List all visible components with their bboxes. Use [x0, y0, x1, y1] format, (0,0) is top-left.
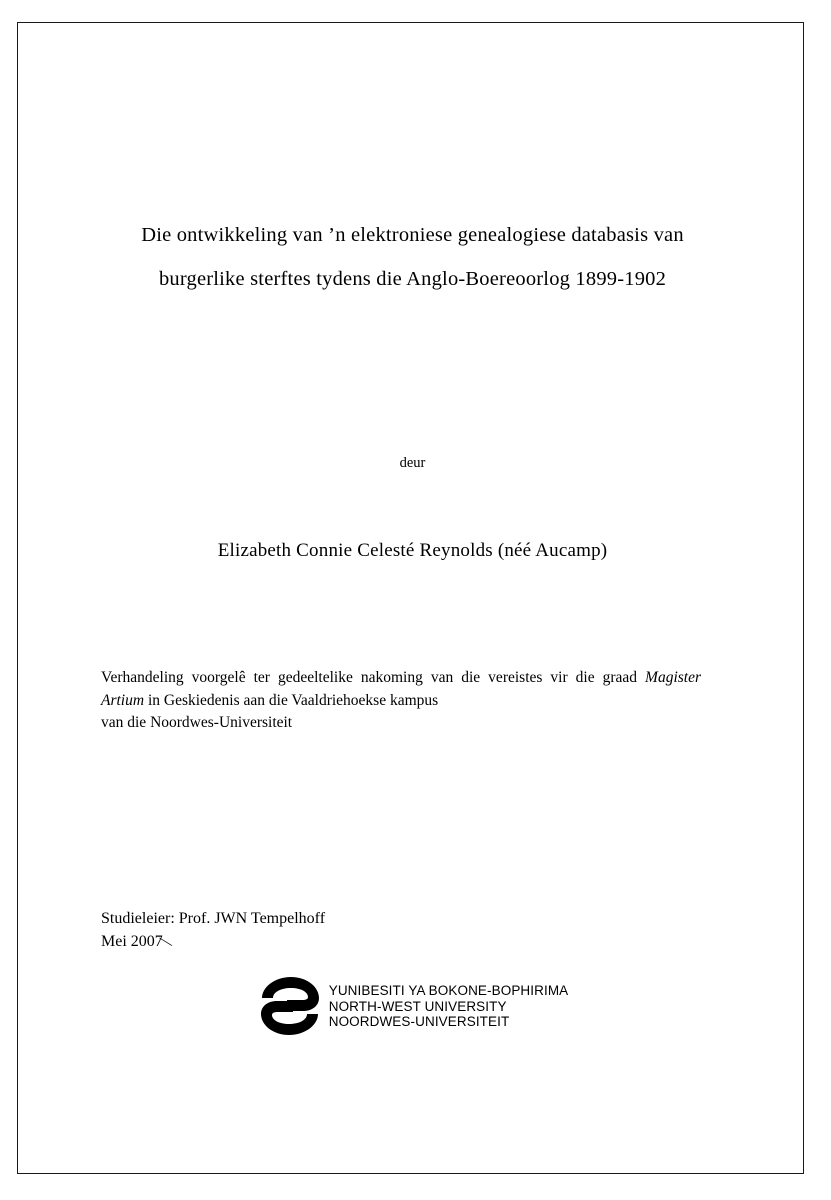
nwu-logo-icon: [257, 975, 323, 1037]
title-page-content: [95, 22, 730, 1174]
logo-line-3: NOORDWES-UNIVERSITEIT: [328, 1014, 510, 1030]
statement-part-3: van die Noordwes-Universiteit: [101, 714, 293, 731]
logo-line-1: YUNIBESITI YA BOKONE-BOPHIRIMA: [328, 983, 569, 999]
page-title: [95, 213, 730, 301]
logo-text: [329, 982, 569, 1030]
degree-statement: [101, 667, 701, 735]
logo-line-2: NORTH-WEST UNIVERSITY: [328, 998, 507, 1014]
university-logo: [95, 975, 730, 1037]
pen-mark-icon: ⟍: [158, 933, 174, 953]
statement-part-1: Verhandeling voorgelê ter gedeeltelike nakoming van die vereistes vir die graad: [101, 669, 646, 686]
supervisor-line: Studieleier: Prof. JWN Tempelhoff: [101, 910, 326, 927]
author-name: Elizabeth Connie Celesté Reynolds (néé Aucamp): [217, 540, 608, 561]
by-label: deur: [399, 455, 426, 471]
title-line-2: burgerlike sterftes tydens die Anglo-Boereoorlog 1899-1902: [158, 268, 667, 290]
supervisor-and-date: [101, 907, 601, 953]
date-text: Mei 2007: [101, 933, 163, 950]
date-line: [101, 930, 174, 953]
title-line-1: Die ontwikkeling van ’n elektroniese genealogiese databasis van: [141, 224, 684, 246]
statement-part-2: in Geskiedenis aan die Vaaldriehoekse kampus: [144, 691, 439, 709]
degree-name: Magister Artium: [101, 669, 701, 709]
